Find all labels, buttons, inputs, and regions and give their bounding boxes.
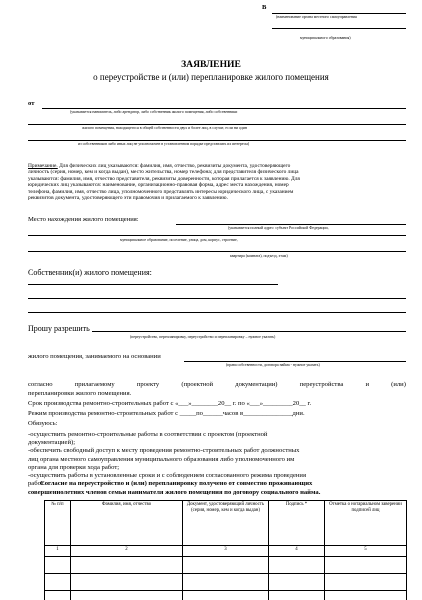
column-number: 5	[325, 546, 407, 557]
family-members-table	[44, 500, 407, 600]
note-line: Для физических лиц указываются: фамилия, имя, отчество, реквизиты документа, удостоверяющего	[59, 163, 291, 169]
duty-3-line: работ.	[28, 480, 45, 488]
table-cell[interactable]	[325, 591, 407, 600]
agreement-word: согласно	[28, 381, 53, 388]
table-header-number: № п/п	[45, 501, 71, 546]
location-caption-1: (указывается полный адрес: субъект Российской Федерации,	[228, 226, 329, 230]
location-line-1[interactable]	[176, 224, 406, 225]
table-cell[interactable]	[269, 574, 325, 591]
table-cell[interactable]	[183, 591, 269, 600]
addressee-line-1[interactable]	[272, 13, 406, 14]
table-cell[interactable]	[45, 591, 71, 600]
note-lead: Примечание.	[28, 163, 58, 169]
location-label: Место нахождения жилого помещения:	[28, 216, 139, 223]
column-number: 1	[45, 546, 71, 557]
applicant-line-2[interactable]	[28, 124, 406, 125]
note-line: реквизитов документа, удостоверяющего эти правомочия и прилагаемого к заявлению.	[28, 194, 228, 201]
owners-line-1[interactable]	[28, 284, 278, 285]
addressee-line-2[interactable]	[272, 28, 406, 29]
table-header-name: Фамилия, имя, отчество	[71, 501, 183, 546]
from-caption-1: (указывается наниматель, либо арендатор, либо собственник жилого помещения, либо собственники	[70, 110, 238, 114]
table-header-notary: Отметка о нотариальном заверении подписей лиц	[325, 501, 407, 546]
header-prefix: В	[262, 4, 267, 11]
request-caption: (переустройство, перепланировку, переустройство и перепланировку – нужное указать)	[130, 335, 276, 339]
table-header-signature: Подпись *	[269, 501, 325, 546]
table-cell[interactable]	[45, 574, 71, 591]
agreement-line-2: перепланировки жилого помещения.	[28, 390, 132, 397]
agreement-line-1	[28, 382, 406, 389]
duty-2-line: лиц органа местного самоуправления муниципального образования либо уполномоченного им	[28, 455, 295, 463]
occupied-caption: (права собственности, договора найма - нужное указать)	[226, 363, 320, 367]
table-cell[interactable]	[269, 591, 325, 600]
occupied-label: жилого помещения, занимаемого на основании	[28, 353, 161, 360]
from-caption-3: из собственников либо иных лиц не уполномочен в установленном порядке представлять их интересы)	[78, 142, 250, 146]
table-row	[45, 574, 407, 591]
table-cell[interactable]	[71, 557, 183, 574]
table-cell[interactable]	[71, 574, 183, 591]
from-caption-2: жилого помещения, находящегося в общей собственности двух и более лиц, в случае, если ни один	[82, 126, 247, 130]
location-line-3[interactable]	[28, 251, 406, 252]
request-label: Прошу разрешить	[28, 324, 90, 333]
oblige-label: Обязуюсь:	[28, 420, 58, 427]
request-line[interactable]	[92, 331, 406, 332]
applicant-line-1[interactable]	[42, 108, 406, 109]
duty-1-line: документацией);	[28, 439, 76, 447]
table-cell[interactable]	[269, 557, 325, 574]
note-line: указываются: фамилия, имя, отчество представителя, реквизиты доверенности, которая прилагается к заявлению. Для	[28, 175, 300, 182]
occupied-line[interactable]	[184, 361, 406, 362]
table-cell[interactable]	[325, 557, 407, 574]
agreement-word: (проектной	[181, 381, 214, 388]
location-line-2[interactable]	[28, 235, 406, 236]
mode-line: Режим производства ремонтно-строительных работ с _____по______часов в_______________дни.	[28, 410, 305, 417]
column-number: 4	[269, 546, 325, 557]
note-line: личность (серия, номер, кем и когда выдан), место жительства, номер телефона; для представителя физического лица	[28, 169, 299, 176]
owners-line-3[interactable]	[28, 312, 406, 313]
term-line: Срок производства ремонтно-строительных работ с «___»________20__ г. по «___»_________20__ г.	[28, 400, 312, 407]
duty-2-line: -обеспечить свободный доступ к месту проведения ремонтно-строительных работ должностных	[28, 447, 300, 455]
note-line: юридических лиц указываются: наименование, организационно-правовая форма, адрес места нахождения, номер	[28, 182, 289, 189]
org-caption-1: (наименование органа местного самоуправления	[276, 15, 357, 19]
agreement-word: и	[365, 381, 369, 388]
location-caption-2: муниципальное образование, поселение, улица, дом, корпус, строение,	[120, 238, 238, 242]
agreement-word: проекту	[136, 381, 160, 388]
org-caption-2: муниципального образования)	[300, 36, 351, 40]
note-paragraph	[28, 163, 406, 201]
owners-line-2[interactable]	[28, 298, 406, 299]
owners-label: Собственник(и) жилого помещения:	[28, 268, 152, 277]
document-subtitle: о переустройстве и (или) перепланировке жилого помещения	[93, 72, 329, 82]
agreement-word: документации)	[235, 381, 278, 388]
table-cell[interactable]	[183, 557, 269, 574]
table-cell[interactable]	[71, 591, 183, 600]
table-cell[interactable]	[325, 574, 407, 591]
table-header-document: Документ, удостоверяющий личность (серия, номер, кем и когда выдан)	[183, 501, 269, 546]
agreement-word: (или)	[391, 381, 406, 388]
applicant-line-3[interactable]	[28, 140, 406, 141]
document-title: ЗАЯВЛЕНИЕ	[181, 59, 241, 70]
duty-2-line: органа для проверки хода работ;	[28, 463, 120, 471]
duty-1-line: -осуществить ремонтно-строительные работы в соответствии с проектом (проектной	[28, 431, 268, 438]
table-header-row	[45, 501, 407, 546]
table-numbers-row	[45, 546, 407, 557]
duty-3-line: -осуществить работы в установленные сроки и с соблюдением согласованного режима проведения	[28, 472, 306, 480]
location-caption-3: квартира (комната), подъезд, этаж)	[230, 254, 288, 258]
table-cell[interactable]	[45, 557, 71, 574]
agreement-word: прилагаемому	[74, 381, 115, 388]
consent-line-2: совершеннолетних членов семьи нанимателя жилого помещения по договору социального найма.	[28, 489, 321, 496]
table-row	[45, 591, 407, 600]
column-number: 2	[71, 546, 183, 557]
from-label: от	[28, 100, 35, 107]
table-row	[45, 557, 407, 574]
agreement-word: переустройства	[299, 381, 344, 388]
consent-line-1: Согласие на переустройство и (или) перепланировку получено от совместно проживающих	[40, 480, 313, 487]
table-cell[interactable]	[183, 574, 269, 591]
column-number: 3	[183, 546, 269, 557]
note-line: телефона, фамилия, имя, отчество лица, уполномоченного представлять интересы юридического лица, с указанием	[28, 188, 294, 195]
